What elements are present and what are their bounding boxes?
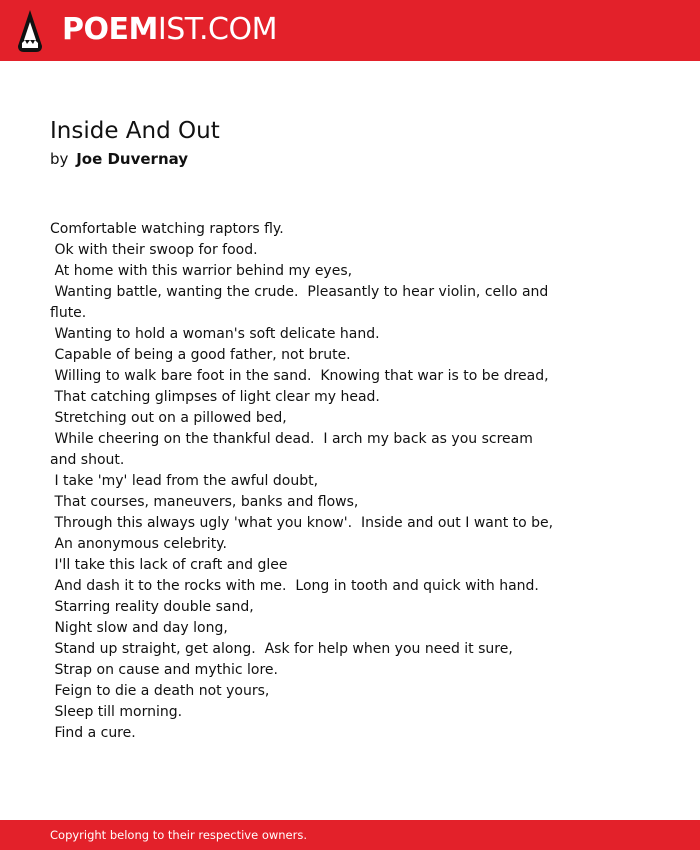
by-label: by [50, 150, 69, 168]
logo-text-light: IST.COM [157, 12, 277, 47]
poem-line: That catching glimpses of light clear my head. [50, 389, 380, 405]
poem-line: Comfortable watching raptors fly. [50, 221, 284, 237]
author-name: Joe Duvernay [76, 150, 189, 168]
poem-line: Sleep till morning. [50, 704, 183, 720]
poem-line: An anonymous celebrity. [50, 536, 227, 552]
logo-text-bold: POEM [62, 12, 158, 47]
poem-line: Stretching out on a pillowed bed, [50, 410, 287, 426]
poem-line: Capable of being a good father, not brute. [50, 347, 351, 363]
poem-title: Inside And Out [50, 118, 220, 144]
poem-line: Find a cure. [50, 725, 136, 741]
poem-line: Ok with their swoop for food. [50, 242, 258, 258]
site-footer [0, 820, 700, 850]
copyright-notice: Copyright belong to their respective owners. [50, 828, 308, 842]
poem-line: Stand up straight, get along. Ask for help when you need it sure, [50, 641, 513, 657]
poem-line: Wanting battle, wanting the crude. Pleasantly to hear violin, cello and flute. [50, 284, 553, 321]
poem-line: I'll take this lack of craft and glee [50, 557, 288, 573]
pencil-tip-icon[interactable] [18, 10, 42, 52]
poem-line: Starring reality double sand, [50, 599, 254, 615]
byline [50, 148, 188, 170]
site-header [0, 0, 700, 61]
poem-line: While cheering on the thankful dead. I arch my back as you scream and shout. [50, 431, 538, 468]
poem-line: Feign to die a death not yours, [50, 683, 270, 699]
poem-line: That courses, maneuvers, banks and flows, [50, 494, 359, 510]
poem-line: And dash it to the rocks with me. Long in tooth and quick with hand. [50, 578, 539, 594]
poem-line: Willing to walk bare foot in the sand. Knowing that war is to be dread, [50, 368, 549, 384]
poem-line: Through this always ugly 'what you know'. Inside and out I want to be, [50, 515, 554, 531]
poem-line: I take 'my' lead from the awful doubt, [50, 473, 319, 489]
poem-line: Night slow and day long, [50, 620, 228, 636]
site-logo[interactable] [62, 10, 277, 50]
poem-line: Wanting to hold a woman's soft delicate hand. [50, 326, 380, 342]
poem-line: Strap on cause and mythic lore. [50, 662, 278, 678]
poem-line: At home with this warrior behind my eyes, [50, 263, 353, 279]
poem-body [50, 219, 560, 744]
